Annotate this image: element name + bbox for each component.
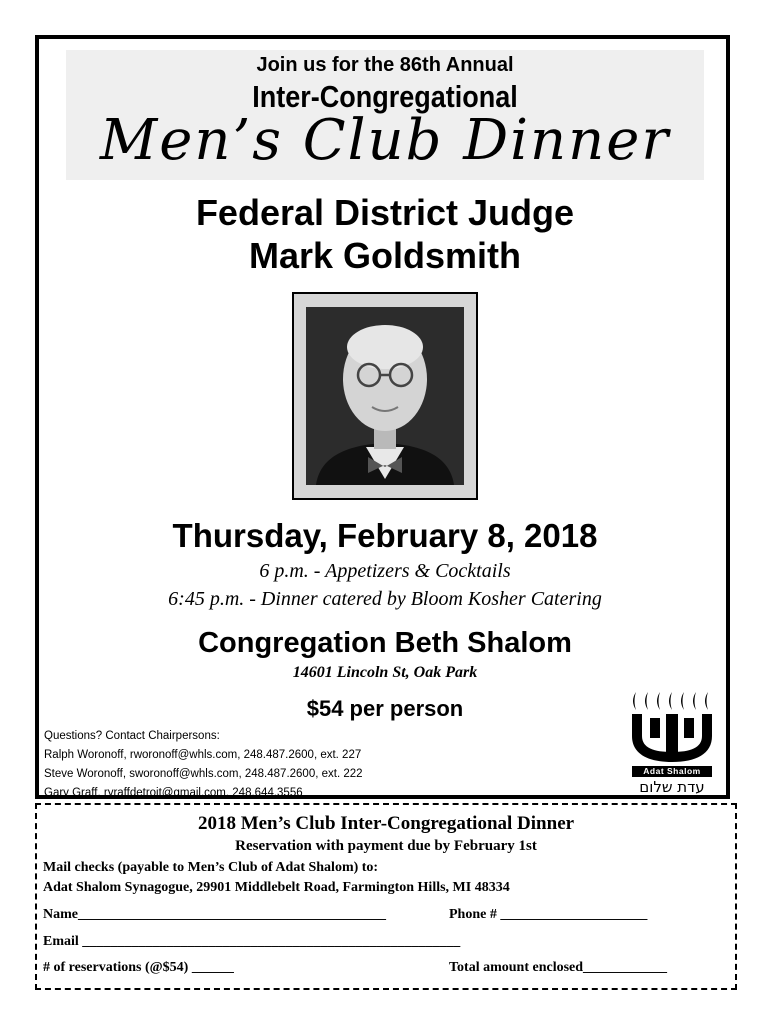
adat-shalom-logo	[624, 688, 720, 796]
logo-hebrew-name: עדת שלום	[639, 778, 705, 796]
contact-person: Ralph Woronoff, rworonoff@whls.com, 248.487.2600, ext. 227	[44, 749, 362, 761]
form-title: 2018 Men’s Club Inter-Congregational Dinner	[197, 813, 575, 834]
total-field[interactable]: Total amount enclosed____________	[449, 960, 668, 975]
reservations-field[interactable]: # of reservations (@$54) ______	[43, 960, 234, 975]
header-banner	[66, 50, 704, 180]
speaker-photo	[292, 292, 478, 500]
logo-name: Adat Shalom	[632, 766, 712, 777]
contact-list	[44, 727, 363, 803]
email-field[interactable]: Email ______________________________________________________	[43, 934, 461, 949]
schedule-appetizers: 6 p.m. - Appetizers & Cocktails	[259, 560, 511, 582]
venue-address: 14601 Lincoln St, Oak Park	[292, 664, 478, 681]
ticket-price: $54 per person	[306, 696, 464, 721]
portrait-image	[306, 307, 464, 485]
menorah-shin-icon	[624, 688, 720, 766]
phone-field[interactable]: Phone # _____________________	[449, 907, 648, 922]
event-date: Thursday, February 8, 2018	[172, 517, 598, 554]
banner-subtitle: Inter-Congregational	[252, 80, 518, 114]
mail-address: Adat Shalom Synagogue, 29901 Middlebelt Road, Farmington Hills, MI 48334	[43, 880, 510, 895]
name-field[interactable]: Name____________________________________________	[43, 907, 386, 922]
banner-intro: Join us for the 86th Annual	[256, 54, 514, 76]
venue-name: Congregation Beth Shalom	[198, 627, 572, 659]
speaker-title: Federal District Judge	[195, 192, 575, 233]
mail-instructions: Mail checks (payable to Men’s Club of Adat Shalom) to:	[43, 860, 379, 875]
speaker-name: Mark Goldsmith	[248, 235, 522, 276]
contact-person: Steve Woronoff, sworonoff@whls.com, 248.487.2600, ext. 222	[44, 768, 363, 780]
contact-person: Gary Graff, ryraffdetroit@gmail.com, 248.644.3556	[44, 787, 303, 799]
banner-title: Men’s Club Dinner	[99, 108, 671, 173]
schedule-dinner: 6:45 p.m. - Dinner catered by Bloom Kosher Catering	[168, 588, 602, 610]
contact-heading: Questions? Contact Chairpersons:	[44, 730, 220, 742]
reservation-form	[35, 803, 737, 990]
form-deadline: Reservation with payment due by February 1st	[235, 838, 537, 854]
